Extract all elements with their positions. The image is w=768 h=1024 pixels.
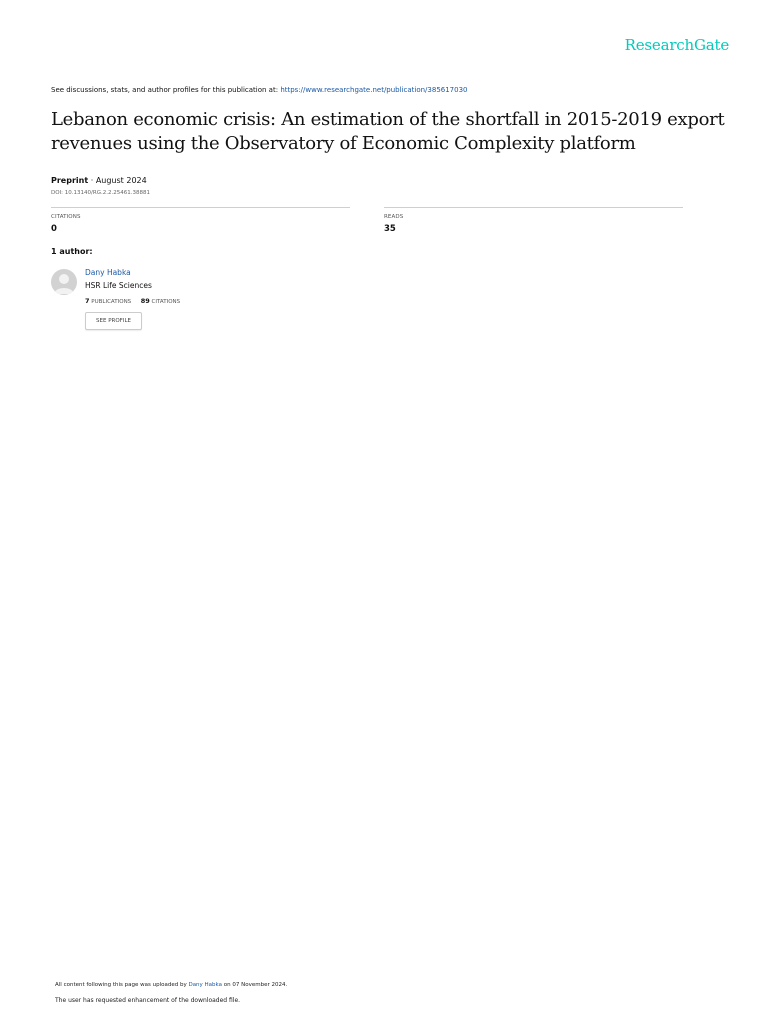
discussion-notice-text: See discussions, stats, and author profiles for this publication at: <box>51 86 279 94</box>
reads-stat <box>384 207 683 234</box>
uploader-link[interactable]: Dany Habka <box>188 982 223 988</box>
authors-heading: 1 author: <box>51 247 93 256</box>
upload-notice <box>55 982 287 988</box>
meta-separator: · <box>88 176 96 185</box>
upload-notice-suffix: on 07 November 2024. <box>223 982 288 988</box>
publication-meta <box>51 176 147 185</box>
publication-type: Preprint <box>51 176 89 185</box>
reads-value: 35 <box>384 224 396 234</box>
avatar-placeholder-icon <box>51 269 77 295</box>
avatar[interactable] <box>51 269 77 295</box>
publication-date: August 2024 <box>95 176 147 185</box>
upload-notice-prefix: All content following this page was uploaded by <box>55 982 187 988</box>
author-citations-label: CITATIONS <box>151 299 181 305</box>
author-citations-count: 89 <box>140 297 150 305</box>
researchgate-logo[interactable]: ResearchGate <box>624 36 729 54</box>
publication-doi: DOI: 10.13140/RG.2.2.25461.38881 <box>51 190 150 196</box>
publication-link[interactable]: https://www.researchgate.net/publication/385617030 <box>280 86 468 94</box>
discussion-notice <box>51 86 468 94</box>
enhancement-note: The user has requested enhancement of the downloaded file. <box>55 997 241 1004</box>
citations-stat <box>51 207 350 234</box>
see-profile-button[interactable]: SEE PROFILE <box>85 312 142 330</box>
author-name-link[interactable]: Dany Habka <box>85 268 131 277</box>
reads-label: READS <box>384 214 404 220</box>
citations-label: CITATIONS <box>51 214 81 220</box>
author-stats <box>85 297 180 305</box>
publication-title: Lebanon economic crisis: An estimation of the shortfall in 2015-2019 export revenues using the Observatory of Economic Complexity platform <box>51 109 725 154</box>
author-institution: HSR Life Sciences <box>85 281 152 290</box>
author-publications-count: 7 <box>85 297 90 305</box>
citations-value: 0 <box>51 224 57 234</box>
author-publications-label: PUBLICATIONS <box>91 299 132 305</box>
